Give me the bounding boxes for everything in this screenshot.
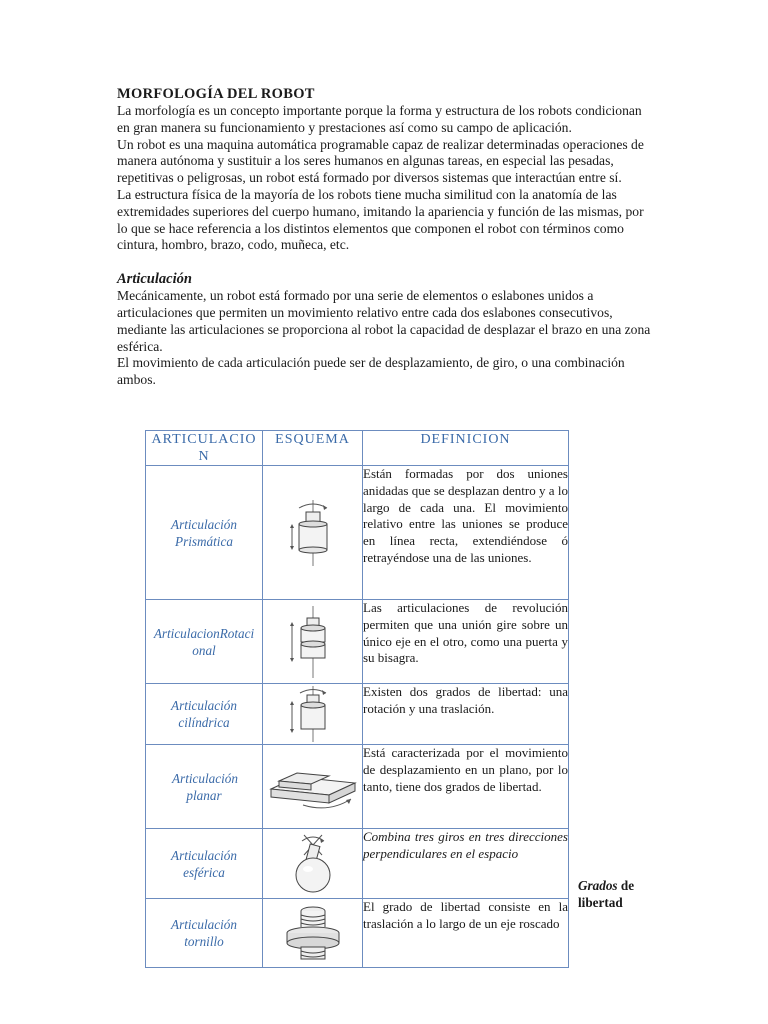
table-row — [146, 899, 569, 968]
row-name: ArticulacionRotacional — [146, 600, 263, 684]
table-row — [146, 745, 569, 829]
row-name: Articulación cilíndrica — [146, 684, 263, 745]
paragraph-mecanicamente: Mecánicamente, un robot está formado por una serie de elementos o eslabones unidos a articulaciones que permiten un movimiento relativo entre cada dos eslabones consecutivos, mediante las articulaciones se proporciona al robot la capacidad de desplazar el brazo en una zona esférica. — [117, 288, 651, 354]
header-articulacion: ARTICULACION — [146, 431, 263, 466]
document-body — [117, 86, 653, 389]
rotational-joint-icon — [286, 604, 340, 680]
header-definicion: DEFINICION — [363, 431, 569, 466]
row-name: Articulación tornillo — [146, 899, 263, 968]
side-note-grados: Grados — [578, 878, 618, 893]
spherical-joint-icon — [286, 831, 340, 897]
table-row — [146, 829, 569, 899]
paragraph-movimiento: El movimiento de cada articulación puede ser de desplazamiento, de giro, o una combinación ambos. — [117, 355, 625, 388]
planar-joint-icon — [267, 763, 359, 811]
table-row — [146, 684, 569, 745]
paragraph-robot-definition: Un robot es una maquina automática programable capaz de realizar determinadas operaciones de manera autónoma y sustituir a los seres humanos en algunas tareas, en especial las pesadas, repetitivas o peligrosas, un robot está formado por diversos sistemas que interactúan entre sí. — [117, 136, 644, 186]
page-title: MORFOLOGÍA DEL ROBOT — [117, 86, 315, 102]
prismatic-joint-icon — [286, 498, 340, 568]
row-definition: Están formadas por dos uniones anidadas que se desplazan dentro y a lo largo de cada una. El movimiento relativo entre las uniones se produce en línea recta, extendiéndose ó retrayéndose una de las uniones. — [363, 466, 569, 600]
row-name: Articulación esférica — [146, 829, 263, 899]
paragraph-morfologia: La morfología es un concepto importante porque la forma y estructura de los robots condicionan en gran manera su funcionamiento y prestaciones así como su campo de aplicación. — [117, 103, 642, 135]
row-definition: Combina tres giros en tres direcciones perpendiculares en el espacio — [363, 829, 569, 899]
joints-table — [145, 430, 569, 968]
cylindrical-joint-icon — [286, 685, 340, 743]
row-definition: Las articulaciones de revolución permiten que una unión gire sobre un único eje en el otro, como una puerta y su bisagra. — [363, 600, 569, 684]
table-header-row — [146, 431, 569, 466]
section-title: Articulación — [117, 271, 192, 288]
row-definition: Existen dos grados de libertad: una rotación y una traslación. — [363, 684, 569, 745]
table-row — [146, 600, 569, 684]
header-esquema: ESQUEMA — [263, 431, 363, 466]
row-name: Articulación planar — [146, 745, 263, 829]
row-name: Articulación Prismática — [146, 466, 263, 600]
row-definition: El grado de libertad consiste en la traslación a lo largo de un eje roscado — [363, 899, 569, 968]
paragraph-estructura: La estructura física de la mayoría de los robots tiene mucha similitud con la anatomía de las extremidades superiores del cuerpo humano, imitando la apariencia y función de las mismas, por lo que se hace referencia a los distintos elementos que componen el robot con términos como cintura, hombro, brazo, codo, muñeca, etc. — [117, 186, 644, 253]
screw-joint-icon — [281, 903, 345, 963]
side-note-rest: de libertad — [578, 878, 635, 910]
table-row — [146, 466, 569, 600]
row-definition: Está caracterizada por el movimiento de desplazamiento en un plano, por lo tanto, tiene dos grados de libertad. — [363, 745, 569, 829]
side-note — [578, 877, 658, 911]
